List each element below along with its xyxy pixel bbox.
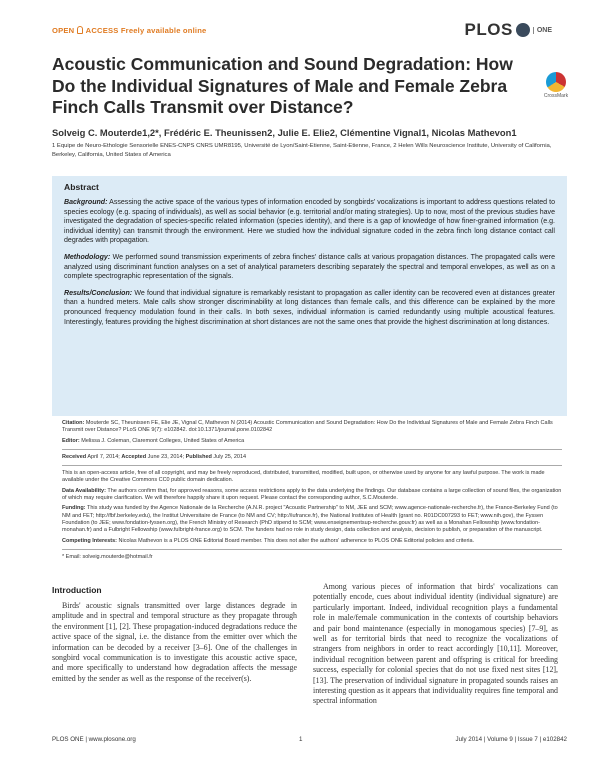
data-availability [62, 488, 562, 503]
data-availability-label: Data Availability: [62, 487, 106, 494]
results-label: Results/Conclusion: [64, 289, 133, 297]
freely-available-label: Freely available online [120, 26, 207, 35]
competing-label: Competing Interests: [62, 537, 118, 544]
journal-header [52, 20, 552, 48]
article-metadata [62, 420, 562, 564]
page-number: 1 [299, 736, 303, 743]
open-access-badge[interactable] [52, 26, 206, 35]
methodology-label: Methodology: [64, 253, 111, 261]
citation [62, 420, 562, 435]
open-access-label: OPEN [52, 26, 75, 35]
editor-text: Melissa J. Coleman, Claremont Colleges, United States of America [81, 437, 245, 444]
intro-right-column: Among various pieces of information that birds' vocalizations can potentially encode, cues about individual identity (individual signature) are particularly important. Indeed, individual recognition plays a fundamental role in male/female communication in the contexts of courtship behaviors and pair bond maintenance (especially in monogamous species) [7–9], as well as for territorial birds that need to recognize the vocalizations of strangers from neighbors in order to react accordingly [10,11]. Moreover, individual recognition between parent and offspring is critical for breeding success, especially for colonial species that do not use fixed nest sites [12], [13]. The preservation of individual signature in propagated sounds raises an interesting question as it appears that individuality requires fine temporal and spectral information [313, 582, 558, 706]
background-label: Background: [64, 199, 108, 206]
accepted-label: Accepted [121, 453, 147, 460]
author-list: Solveig C. Mouterde1,2*, Frédéric E. Theunissen2, Julie E. Elie2, Clémentine Vignal1, Nicolas Mathevon1 [52, 127, 517, 138]
methodology-text: We performed sound transmission experiments of zebra finches' distance calls at various propagation distances. The propagated calls were analyzed using discriminant function analyses on a set of analytical parameters describing separately the spectral and temporal envelopes, as well as on a complete spectrographic representation of the signals. [64, 253, 555, 281]
plos-logo-text: PLOS [464, 20, 513, 39]
received-label: Received [62, 453, 87, 460]
one-logo-text: ONE [533, 27, 552, 34]
abstract-methodology [64, 253, 555, 282]
abstract-results [64, 289, 555, 327]
crossmark-label: CrossMark [543, 93, 569, 99]
competing-interests [62, 538, 562, 545]
article-title: Acoustic Communication and Sound Degradation: How Do the Individual Signatures of Male and Female Zebra Finch Calls Transmit over Distance? [52, 54, 513, 117]
data-availability-text: The authors confirm that, for approved reasons, some access restrictions apply to the data underlying the findings. Our database contains a large collection of sound files, the organization of which may require clarification. We will therefore happily share it upon request. Please contact the corresponding author, S.C.Mouterde. [62, 487, 562, 502]
abstract-heading: Abstract [64, 182, 99, 192]
divider [62, 449, 562, 450]
published-label: Published [185, 453, 212, 460]
license: This is an open-access article, free of all copyright, and may be freely reproduced, distributed, transmitted, modified, built upon, or otherwise used by anyone for any lawful purpose. The work is made available under the Creative Commons CC0 public domain dedication. [62, 470, 545, 484]
footer-issue: July 2014 | Volume 9 | Issue 7 | e102842 [455, 736, 567, 743]
affiliations: 1 Equipe de Neuro-Ethologie Sensorielle ENES-CNPS CNRS UMR8195, Université de Lyon/Saint-Etienne, Saint-Etienne, France, 2 Helen Wills Neuroscience Institute, University of California, Berkeley, California, United States of America [52, 143, 552, 158]
results-text: We found that individual signature is remarkably resistant to propagation as caller identity can be recovered even at distances greater than a hundred meters. Male calls show stronger discriminability at long distances than female calls, and this difference can be explained by the more pronounced frequency modulation found in their calls. In both sexes, individual information is carried redundantly using multiple acoustical features. Interestingly, features providing the highest discrimination at short distances are not the same ones that provide the highest discrimination at long distances. [64, 289, 555, 326]
citation-label: Citation: [62, 420, 85, 426]
received-date: April 7, 2014; [87, 453, 120, 460]
published-date: July 25, 2014 [213, 453, 247, 460]
editor [62, 438, 562, 445]
email[interactable]: * Email: solveig.mouterde@hotmail.fr [62, 553, 153, 560]
funding-label: Funding: [62, 505, 86, 512]
access-label: ACCESS [85, 26, 119, 35]
intro-left-column: Birds' acoustic signals transmitted over large distances degrade in amplitude and in spectral and temporal structure as they propagate through the environment [1], [2]. These propagation-induced degradations reduce the active space of the signal, i.e. the distance from the emitter over which the information can be decoded by a receiver [3–6]. One of the challenges in songbird vocal communication is to investigate this acoustic active space, and more specifically to understand how degradation affects the message emitted by the sender as well as the response of the receiver(s). [52, 601, 297, 683]
funding [62, 505, 562, 534]
footer-journal[interactable]: PLOS ONE | www.plosone.org [52, 736, 136, 743]
accepted-date: June 23, 2014; [147, 453, 185, 460]
crossmark-badge[interactable] [541, 72, 571, 99]
competing-text: Nicolas Mathevon is a PLOS ONE Editorial Board member. This does not alter the authors' adherence to PLOS ONE Editorial policies and criteria. [118, 537, 475, 544]
abstract-background [64, 198, 555, 246]
introduction-heading: Introduction [52, 585, 102, 595]
divider [62, 549, 562, 550]
editor-label: Editor: [62, 437, 80, 444]
crossmark-icon [546, 72, 566, 92]
divider [62, 465, 562, 466]
funding-text: This study was funded by the Agence Nationale de la Recherche (A.N.R. project "Acoustic Partnership" to NM, JEE and SCM; www.agence-nationale-recherche.fr), the France-Berkeley Fund (to NM and FET; http://fbf.berkeley.edu), the Institut Universitaire de France (to NM and CV; http://iufrance.fr), the National Institutes of Health (grant no. R01DC007293 to FET; www.nih.gov), the Fyssen Foundation (to JEE; www.fondation-fyssen.org), the French Ministry of Research (PhD stipend to SCM; www.enseignementsup-recherche.gouv.fr) as well as a Monahan Fellowship (www.fondation-monahan.fr) and a Fulbright Fellowship (www.fulbright-france.org) to SCM. The funders had no role in study design, data collection and analysis, decision to publish, or preparation of the manuscript. [62, 505, 558, 534]
background-text: Assessing the active space of the various types of information encoded by songbirds' vocalizations is important to address questions related to species ecology (e.g. spacing of individuals), as well as social behavior (e.g. territorial and/or mating strategies). Up to now, most of the previous studies have investigated the degradation of species-specific related information (species identity), and there is a gap of knowledge of how finer-grained information (e.g. individual identity) can transmit through the environment. Here we studied how the individual signature coded in the zebra finch long distance contact call degrades with propagation. [64, 199, 555, 245]
dates [62, 454, 562, 461]
plos-one-logo[interactable] [465, 20, 552, 40]
abstract-box [52, 176, 567, 416]
citation-text: Mouterde SC, Theunissen FE, Elie JE, Vignal C, Mathevon N (2014) Acoustic Communication and Sound Degradation: How Do the Individual Signatures of Male and Female Zebra Finch Calls Transmit over Distance? PLoS ONE 9(7): e102842. doi:10.1371/journal.pone.0102842 [62, 420, 553, 434]
plos-badge-icon [516, 23, 530, 37]
open-lock-icon [77, 26, 83, 34]
